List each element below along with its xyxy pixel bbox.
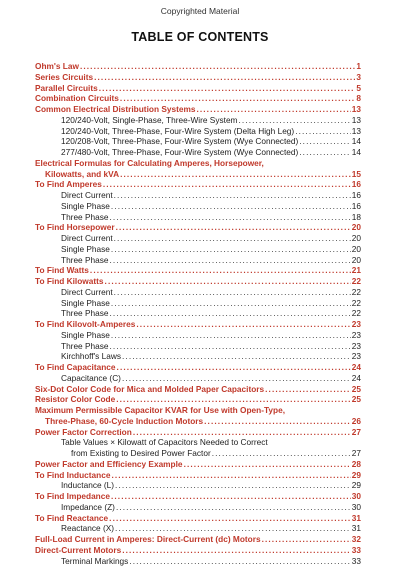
- dot-leader: [133, 427, 351, 438]
- toc-entry-label: Kirchhoff's Laws: [61, 351, 121, 362]
- toc-entry-page: 18: [352, 212, 361, 223]
- toc-entry[interactable]: [35, 104, 361, 115]
- toc-entry-page: 23: [352, 319, 361, 330]
- toc-entry-label: Direct Current: [61, 287, 113, 298]
- toc-entry-page: 26: [352, 416, 361, 427]
- toc-entry-label: Three Phase: [61, 341, 109, 352]
- toc-entry[interactable]: [35, 545, 361, 556]
- toc-entry-label: 120/240-Volt, Single-Phase, Three-Wire System: [61, 115, 237, 126]
- copyright-watermark: Copyrighted Material: [0, 6, 400, 16]
- toc-entry-page: 14: [352, 147, 361, 158]
- dot-leader: [111, 244, 351, 255]
- toc-entry-label: Three-Phase, 60-Cycle Induction Motors: [45, 416, 203, 427]
- toc-entry[interactable]: [35, 427, 361, 438]
- toc-entry[interactable]: [35, 255, 361, 266]
- toc-entry[interactable]: [35, 491, 361, 502]
- dot-leader: [111, 201, 351, 212]
- toc-entry-page: 22: [352, 308, 361, 319]
- toc-entry-label: Parallel Circuits: [35, 83, 98, 94]
- toc-entry-label: from Existing to Desired Power Factor: [71, 448, 211, 459]
- toc-entry-page: 1: [356, 61, 361, 72]
- toc-entry-page: 27: [352, 448, 361, 459]
- toc-entry-label: To Find Capacitance: [35, 362, 116, 373]
- toc-entry-page: 25: [352, 384, 361, 395]
- toc-entry-label: To Find Amperes: [35, 179, 102, 190]
- toc-entry[interactable]: [35, 265, 361, 276]
- toc-entry-label: To Find Reactance: [35, 513, 108, 524]
- toc-entry-page: 15: [352, 169, 361, 180]
- toc-entry-page: 24: [352, 362, 361, 373]
- toc-entry-label: Single Phase: [61, 201, 110, 212]
- dot-leader: [111, 298, 351, 309]
- toc-entry[interactable]: [35, 169, 361, 180]
- toc-entry-label: Terminal Markings: [61, 556, 128, 566]
- toc-entry[interactable]: [35, 448, 361, 459]
- toc-entry[interactable]: [35, 351, 361, 362]
- toc-entry[interactable]: [35, 502, 361, 513]
- toc-entry-page: 22: [352, 287, 361, 298]
- toc-entry-page: 16: [352, 179, 361, 190]
- dot-leader: [111, 330, 351, 341]
- toc-entry-page: 22: [352, 276, 361, 287]
- table-of-contents: [35, 61, 361, 566]
- toc-entry-label: 120/240-Volt, Three-Phase, Four-Wire System (Delta High Leg): [61, 126, 294, 137]
- toc-entry-page: 25: [352, 394, 361, 405]
- toc-entry[interactable]: [35, 115, 361, 126]
- toc-entry-label: Series Circuits: [35, 72, 93, 83]
- toc-entry-label: Power Factor Correction: [35, 427, 132, 438]
- toc-entry-label: Power Factor and Efficiency Example: [35, 459, 183, 470]
- toc-entry-label: Impedance (Z): [61, 502, 115, 513]
- toc-entry[interactable]: [35, 158, 361, 169]
- toc-entry-page: 31: [352, 523, 361, 534]
- toc-entry-label: Single Phase: [61, 244, 110, 255]
- toc-entry-page: 27: [352, 427, 361, 438]
- dot-leader: [299, 136, 351, 147]
- dot-leader: [90, 265, 351, 276]
- toc-entry[interactable]: [35, 298, 361, 309]
- dot-leader: [114, 190, 351, 201]
- toc-entry[interactable]: [35, 190, 361, 201]
- dot-leader: [204, 416, 351, 427]
- toc-entry-page: 32: [352, 534, 361, 545]
- toc-entry[interactable]: [35, 126, 361, 137]
- toc-entry[interactable]: [35, 93, 361, 104]
- dot-leader: [99, 83, 356, 94]
- toc-entry-label: Maximum Permissible Capacitor KVAR for Use with Open-Type,: [35, 405, 285, 416]
- dot-leader: [105, 276, 351, 287]
- dot-leader: [110, 308, 351, 319]
- dot-leader: [117, 362, 351, 373]
- toc-entry[interactable]: [35, 222, 361, 233]
- toc-entry-page: 22: [352, 298, 361, 309]
- toc-entry-label: 120/208-Volt, Three-Phase, Four-Wire System (Wye Connected): [61, 136, 298, 147]
- toc-entry-page: 29: [352, 470, 361, 481]
- dot-leader: [122, 545, 351, 556]
- toc-entry-page: 29: [352, 480, 361, 491]
- dot-leader: [120, 93, 355, 104]
- toc-entry[interactable]: [35, 72, 361, 83]
- toc-entry-label: Table Values × Kilowatt of Capacitors Needed to Correct: [61, 437, 268, 448]
- toc-entry-label: Ohm's Law: [35, 61, 79, 72]
- toc-entry-label: Three Phase: [61, 308, 109, 319]
- toc-entry[interactable]: [35, 384, 361, 395]
- toc-entry[interactable]: [35, 394, 361, 405]
- dot-leader: [114, 233, 351, 244]
- dot-leader: [122, 373, 351, 384]
- toc-entry[interactable]: [35, 534, 361, 545]
- toc-entry-label: Direct Current: [61, 233, 113, 244]
- dot-leader: [116, 502, 351, 513]
- toc-entry-page: 13: [352, 104, 361, 115]
- dot-leader: [116, 222, 351, 233]
- toc-entry[interactable]: [35, 373, 361, 384]
- toc-entry-page: 30: [352, 491, 361, 502]
- toc-entry[interactable]: [35, 556, 361, 566]
- dot-leader: [129, 556, 350, 566]
- toc-entry[interactable]: [35, 330, 361, 341]
- toc-entry-label: Reactance (X): [61, 523, 114, 534]
- toc-entry[interactable]: [35, 244, 361, 255]
- toc-entry-page: 31: [352, 513, 361, 524]
- toc-entry[interactable]: [35, 233, 361, 244]
- toc-entry[interactable]: [35, 362, 361, 373]
- toc-entry[interactable]: [35, 147, 361, 158]
- toc-entry-label: To Find Watts: [35, 265, 89, 276]
- toc-entry-page: 23: [352, 330, 361, 341]
- toc-entry[interactable]: [35, 523, 361, 534]
- dot-leader: [115, 523, 351, 534]
- dot-leader: [111, 491, 351, 502]
- toc-entry[interactable]: [35, 61, 361, 72]
- toc-entry[interactable]: [35, 201, 361, 212]
- toc-entry-page: 33: [352, 556, 361, 566]
- toc-entry[interactable]: [35, 513, 361, 524]
- dot-leader: [109, 513, 351, 524]
- toc-entry-label: Single Phase: [61, 330, 110, 341]
- toc-entry-page: 16: [352, 201, 361, 212]
- toc-entry-page: 30: [352, 502, 361, 513]
- toc-entry[interactable]: [35, 212, 361, 223]
- toc-entry[interactable]: [35, 276, 361, 287]
- toc-entry-page: 20: [352, 255, 361, 266]
- toc-entry-page: 23: [352, 351, 361, 362]
- toc-entry[interactable]: [35, 470, 361, 481]
- dot-leader: [238, 115, 350, 126]
- dot-leader: [136, 319, 350, 330]
- toc-entry-page: 20: [352, 233, 361, 244]
- toc-entry-label: Three Phase: [61, 255, 109, 266]
- toc-entry-page: 8: [356, 93, 361, 104]
- toc-entry-label: Full-Load Current in Amperes: Direct-Current (dc) Motors: [35, 534, 261, 545]
- dot-leader: [80, 61, 355, 72]
- toc-entry-label: To Find Horsepower: [35, 222, 115, 233]
- dot-leader: [184, 459, 351, 470]
- toc-entry[interactable]: [35, 405, 361, 416]
- toc-entry[interactable]: [35, 437, 361, 448]
- toc-entry-label: Single Phase: [61, 298, 110, 309]
- toc-entry-label: Three Phase: [61, 212, 109, 223]
- dot-leader: [110, 212, 351, 223]
- dot-leader: [116, 394, 351, 405]
- toc-entry-page: 13: [352, 115, 361, 126]
- toc-entry-label: 277/480-Volt, Three-Phase, Four-Wire System (Wye Connected): [61, 147, 298, 158]
- toc-entry[interactable]: [35, 480, 361, 491]
- dot-leader: [114, 287, 351, 298]
- toc-entry-page: 14: [352, 136, 361, 147]
- toc-entry[interactable]: [35, 308, 361, 319]
- toc-entry-page: 20: [352, 222, 361, 233]
- toc-entry-page: 13: [352, 126, 361, 137]
- dot-leader: [103, 179, 351, 190]
- toc-entry-page: 24: [352, 373, 361, 384]
- dot-leader: [196, 104, 350, 115]
- toc-entry-page: 28: [352, 459, 361, 470]
- toc-entry-label: To Find Inductance: [35, 470, 110, 481]
- toc-entry-label: Combination Circuits: [35, 93, 119, 104]
- toc-entry-label: Inductance (L): [61, 480, 114, 491]
- toc-entry-page: 21: [352, 265, 361, 276]
- toc-entry-label: Kilowatts, and kVA: [45, 169, 119, 180]
- toc-entry-page: 5: [356, 83, 361, 94]
- dot-leader: [212, 448, 351, 459]
- toc-entry[interactable]: [35, 459, 361, 470]
- dot-leader: [110, 341, 351, 352]
- toc-entry-label: To Find Impedance: [35, 491, 110, 502]
- toc-entry-page: 16: [352, 190, 361, 201]
- dot-leader: [262, 534, 351, 545]
- dot-leader: [111, 470, 350, 481]
- toc-entry-label: To Find Kilowatts: [35, 276, 104, 287]
- dot-leader: [110, 255, 351, 266]
- toc-entry-label: Common Electrical Distribution Systems: [35, 104, 195, 115]
- toc-entry[interactable]: [35, 341, 361, 352]
- dot-leader: [265, 384, 351, 395]
- toc-entry-page: 33: [352, 545, 361, 556]
- dot-leader: [115, 480, 351, 491]
- page-title: TABLE OF CONTENTS: [0, 30, 400, 44]
- toc-entry-label: Six-Dot Color Code for Mica and Molded Paper Capacitors: [35, 384, 264, 395]
- toc-entry[interactable]: [35, 287, 361, 298]
- toc-entry-label: Direct-Current Motors: [35, 545, 121, 556]
- toc-entry-label: Electrical Formulas for Calculating Amperes, Horsepower,: [35, 158, 264, 169]
- toc-entry[interactable]: [35, 416, 361, 427]
- toc-entry[interactable]: [35, 319, 361, 330]
- dot-leader: [94, 72, 355, 83]
- toc-entry-label: Capacitance (C): [61, 373, 121, 384]
- dot-leader: [122, 351, 351, 362]
- dot-leader: [120, 169, 351, 180]
- toc-entry[interactable]: [35, 83, 361, 94]
- dot-leader: [295, 126, 351, 137]
- toc-entry-page: 23: [352, 341, 361, 352]
- toc-entry-label: Direct Current: [61, 190, 113, 201]
- toc-entry-label: Resistor Color Code: [35, 394, 115, 405]
- toc-entry-label: To Find Kilovolt-Amperes: [35, 319, 135, 330]
- toc-entry[interactable]: [35, 136, 361, 147]
- dot-leader: [299, 147, 351, 158]
- toc-entry-page: 20: [352, 244, 361, 255]
- toc-entry-page: 3: [356, 72, 361, 83]
- toc-entry[interactable]: [35, 179, 361, 190]
